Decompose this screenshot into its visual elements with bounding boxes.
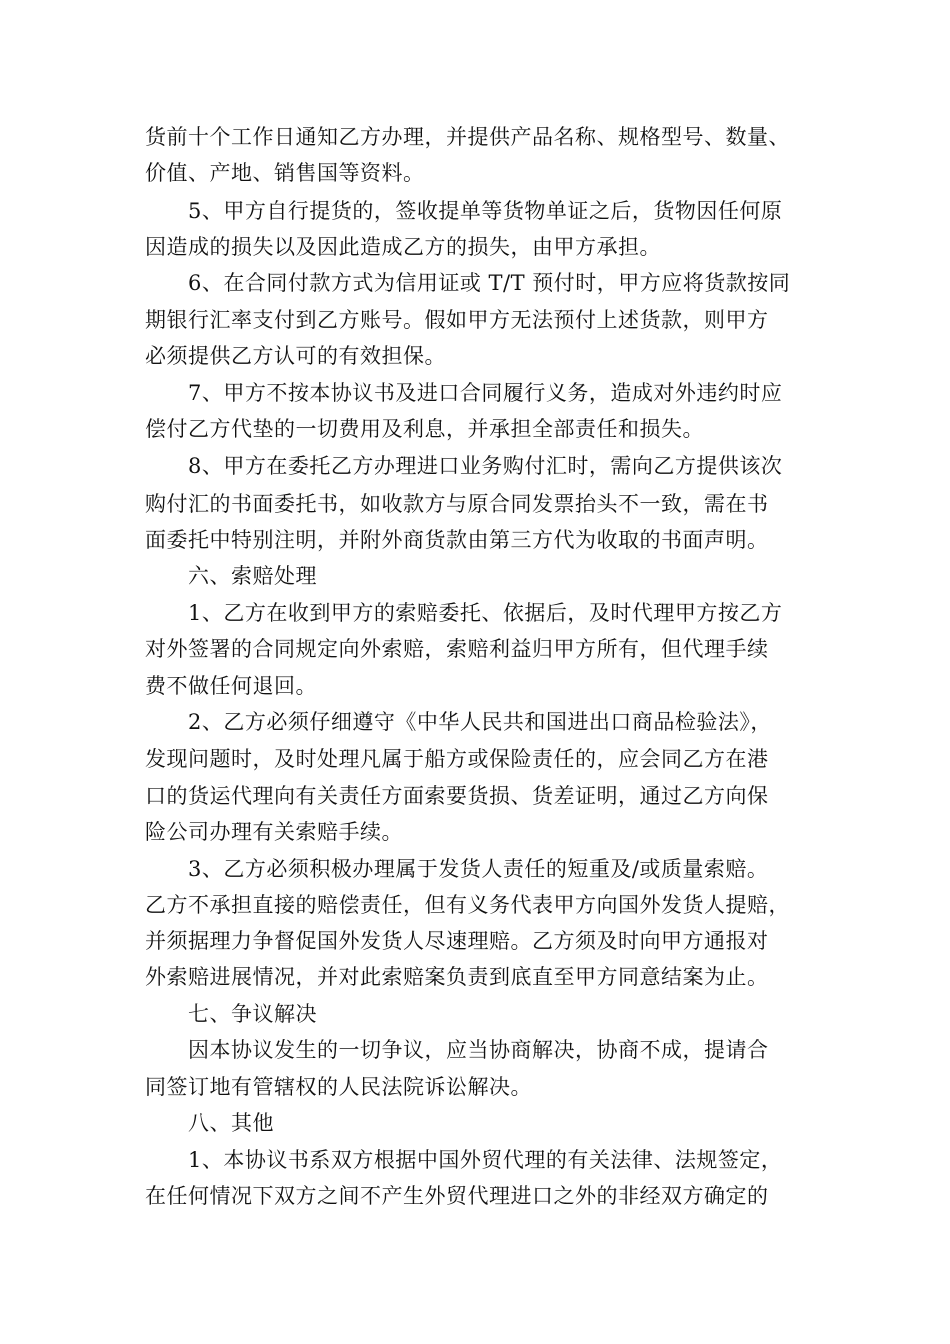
paragraph-line: 3、乙方必须积极办理属于发货人责任的短重及/或质量索赔。 <box>188 857 769 881</box>
paragraph-line: 1、乙方在收到甲方的索赔委托、依据后，及时代理甲方按乙方 <box>188 601 783 625</box>
paragraph-line: 6、在合同付款方式为信用证或 T/T 预付时，甲方应将货款按同 <box>188 271 791 295</box>
paragraph-line: 5、甲方自行提货的，签收提单等货物单证之后，货物因任何原 <box>188 199 783 223</box>
text-line: 乙方不承担直接的赔偿责任，但有义务代表甲方向国外发货人提赔， <box>145 893 790 917</box>
text-line: 口的货运代理向有关责任方面索要货损、货差证明，通过乙方向保 <box>145 784 769 808</box>
text-line: 发现问题时，及时处理凡属于船方或保险责任的，应会同乙方在港 <box>145 747 769 771</box>
text-line: 价值、产地、销售国等资料。 <box>145 161 425 185</box>
text-line: 偿付乙方代垫的一切费用及利息，并承担全部责任和损失。 <box>145 417 704 441</box>
text-line: 期银行汇率支付到乙方账号。假如甲方无法预付上述货款，则甲方 <box>145 308 769 332</box>
text-line: 购付汇的书面委托书，如收款方与原合同发票抬头不一致，需在书 <box>145 492 769 516</box>
paragraph-line: 8、甲方在委托乙方办理进口业务购付汇时，需向乙方提供该次 <box>188 454 783 478</box>
text-line: 对外签署的合同规定向外索赔，索赔利益归甲方所有，但代理手续 <box>145 637 769 661</box>
paragraph-line: 2、乙方必须仔细遵守《中华人民共和国进出口商品检验法》， <box>188 710 772 734</box>
text-line: 货前十个工作日通知乙方办理，并提供产品名称、规格型号、数量、 <box>145 125 790 149</box>
paragraph-line: 因本协议发生的一切争议，应当协商解决，协商不成，提请合 <box>188 1038 769 1062</box>
paragraph-line: 1、本协议书系双方根据中国外贸代理的有关法律、法规签定， <box>188 1148 783 1172</box>
text-line: 面委托中特别注明，并附外商货款由第三方代为收取的书面声明。 <box>145 528 769 552</box>
paragraph-line: 7、甲方不按本协议书及进口合同履行义务，造成对外违约时应 <box>188 381 783 405</box>
text-line: 同签订地有管辖权的人民法院诉讼解决。 <box>145 1075 532 1099</box>
text-line: 在任何情况下双方之间不产生外贸代理进口之外的非经双方确定的 <box>145 1184 769 1208</box>
section-heading: 六、索赔处理 <box>188 564 317 588</box>
text-line: 费不做任何退回。 <box>145 674 317 698</box>
section-heading: 八、其他 <box>188 1111 274 1135</box>
text-line: 险公司办理有关索赔手续。 <box>145 820 403 844</box>
text-line: 外索赔进展情况，并对此索赔案负责到底直至甲方同意结案为止。 <box>145 965 769 989</box>
text-line: 并须据理力争督促国外发货人尽速理赔。乙方须及时向甲方通报对 <box>145 929 769 953</box>
text-line: 因造成的损失以及因此造成乙方的损失，由甲方承担。 <box>145 235 661 259</box>
text-line: 必须提供乙方认可的有效担保。 <box>145 344 446 368</box>
section-heading: 七、争议解决 <box>188 1002 317 1026</box>
